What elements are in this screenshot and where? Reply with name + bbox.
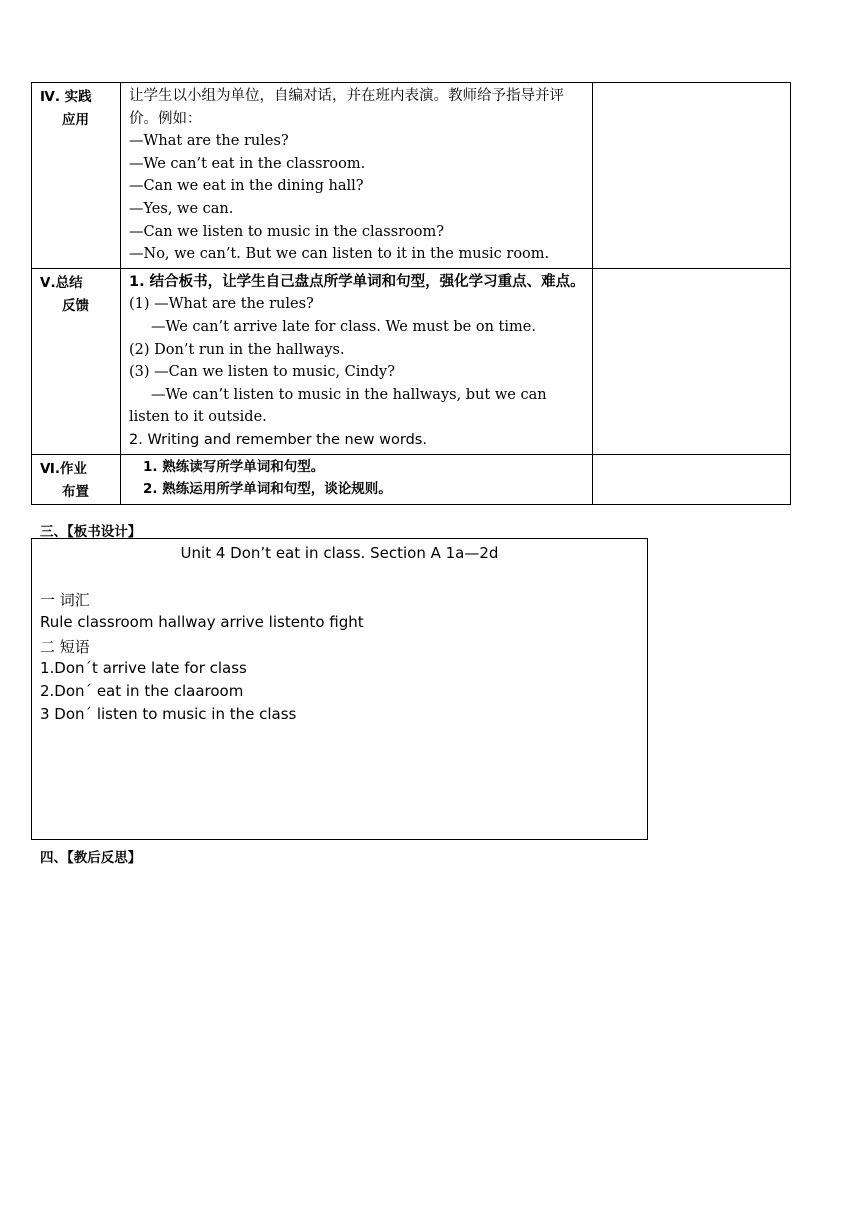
dialogue-line: —What are the rules? <box>129 133 289 150</box>
step-cell <box>32 454 121 504</box>
content-cell <box>121 268 593 454</box>
summary-line: (2) Don’t run in the hallways. <box>129 341 345 358</box>
board-title: Unit 4 Don’t eat in class. Section A 1a—2d <box>180 544 499 562</box>
table-row <box>32 83 791 269</box>
section-heading: 四、【教后反思】 <box>40 850 142 866</box>
notes-cell <box>593 83 791 269</box>
summary-line: —We can’t arrive late for class. We must be on time. <box>151 318 536 335</box>
homework-item: 1. 熟练读写所学单词和句型。 <box>143 458 325 475</box>
blackboard-design-box <box>31 538 648 840</box>
vocab-heading: 一 词汇 <box>40 591 90 609</box>
summary-point: 2. Writing and remember the new words. <box>129 431 427 448</box>
notes-cell <box>593 454 791 504</box>
table-row <box>32 454 791 504</box>
summary-line: (1) —What are the rules? <box>129 296 314 313</box>
notes-cell <box>593 268 791 454</box>
table-row <box>32 268 791 454</box>
step-cell <box>32 268 121 454</box>
step-cell <box>32 83 121 269</box>
step-label: Ⅴ.总结 <box>40 274 83 291</box>
summary-line: (3) —Can we listen to music, Cindy? <box>129 364 395 381</box>
instruction-text: 让学生以小组为单位，自编对话，并在班内表演。教师给予指导并评价。例如： <box>129 88 564 127</box>
dialogue-line: —Can we eat in the dining hall? <box>129 178 364 195</box>
summary-point: 1. 结合板书，让学生自己盘点所学单词和句型，强化学习重点、难点。 <box>129 273 585 290</box>
summary-line: —We can’t listen to music in the hallways, but we can listen to it outside. <box>129 386 547 426</box>
step-label: 反馈 <box>62 297 89 314</box>
phrase-heading: 二 短语 <box>40 638 90 656</box>
homework-item: 2. 熟练运用所学单词和句型，谈论规则。 <box>143 481 392 497</box>
phrase-item: 2.Don´ eat in the claaroom <box>40 682 244 700</box>
phrase-item: 3 Don´ listen to music in the class <box>40 705 297 723</box>
lesson-procedure-table <box>31 82 791 505</box>
step-label: Ⅳ. 实践 <box>40 89 92 105</box>
section-heading: 三、【板书设计】 <box>40 524 142 540</box>
content-cell <box>121 454 593 504</box>
step-label: 布置 <box>62 483 89 500</box>
dialogue-line: —Yes, we can. <box>129 200 234 217</box>
step-label: 应用 <box>62 112 89 128</box>
vocab-list: Rule classroom hallway arrive listento fight <box>40 613 364 631</box>
phrase-item: 1.Don´t arrive late for class <box>40 659 247 677</box>
dialogue-line: —Can we listen to music in the classroom? <box>129 223 445 240</box>
dialogue-line: —No, we can’t. But we can listen to it in the music room. <box>129 246 550 263</box>
content-cell <box>121 83 593 269</box>
dialogue-line: —We can’t eat in the classroom. <box>129 155 366 172</box>
step-label: Ⅵ.作业 <box>40 460 87 477</box>
